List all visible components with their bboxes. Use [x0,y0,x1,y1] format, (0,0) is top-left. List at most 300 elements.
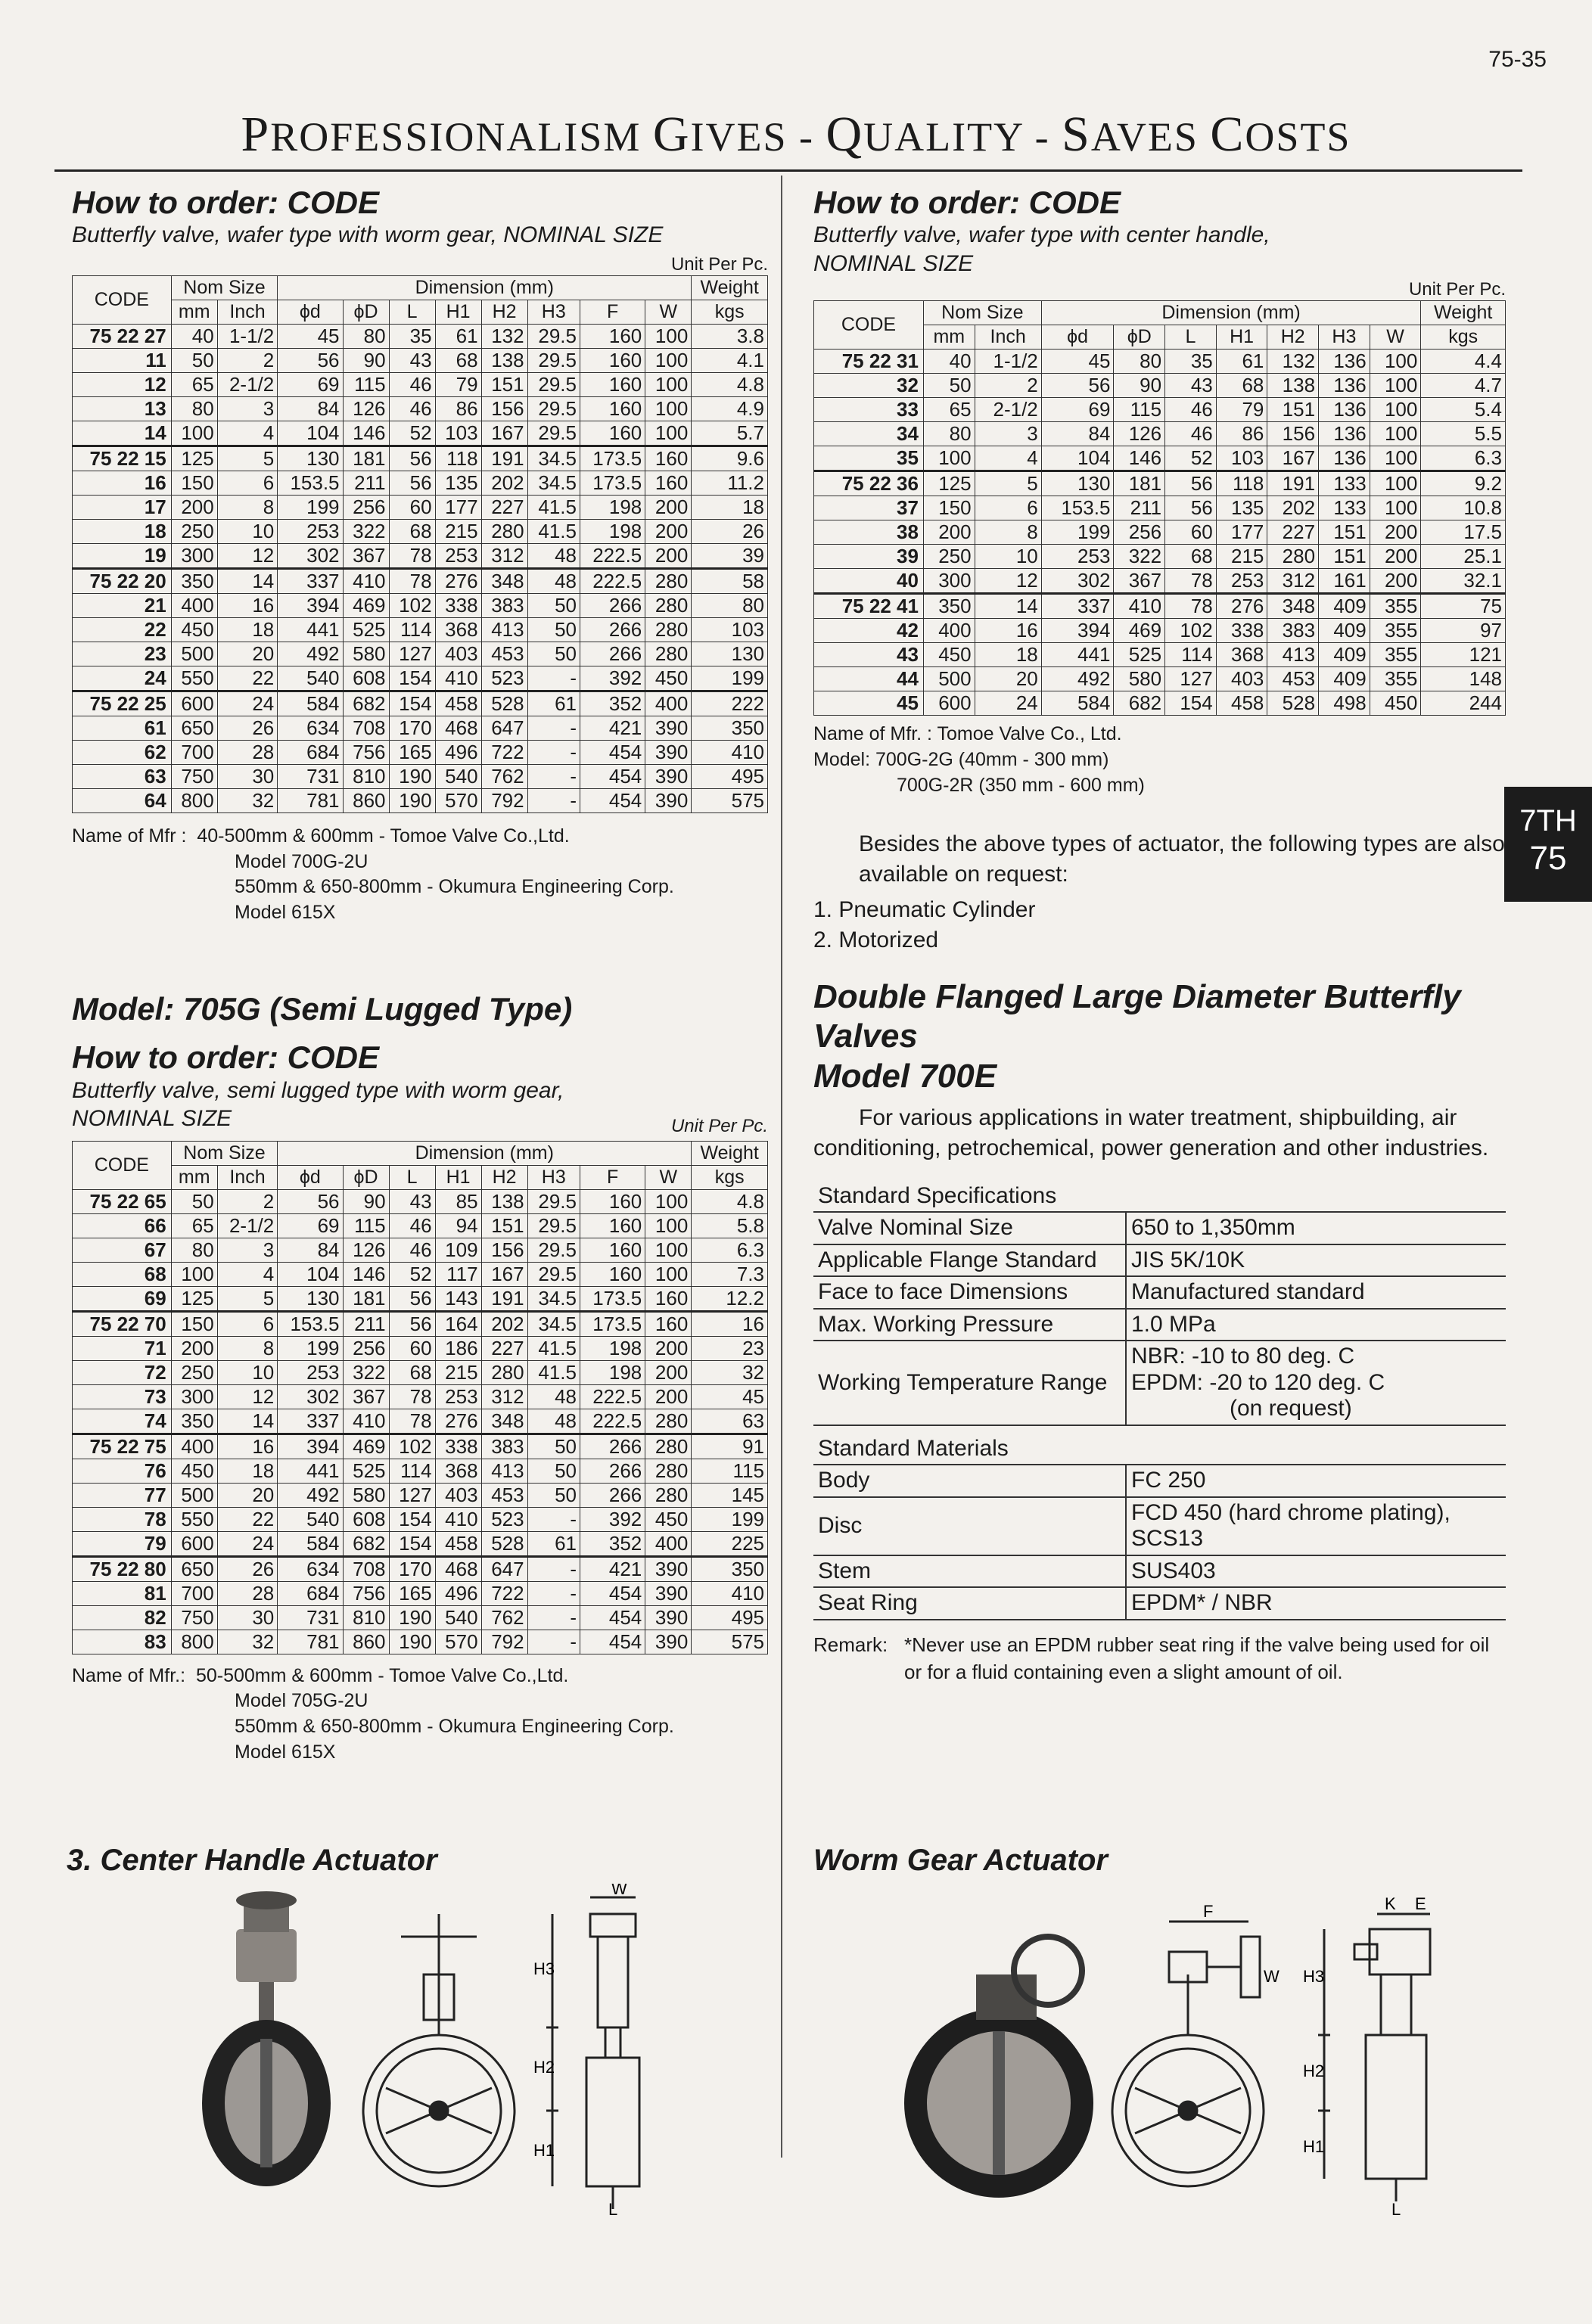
section-subtitle: Butterfly valve, semi lugged type with worm gear, [72,1077,564,1103]
table-row [814,471,1506,496]
table-row [73,1213,768,1238]
table-cell: 202 [1267,496,1319,520]
table-cell: 103 [692,617,768,642]
table-cell: 684 [278,740,343,764]
code-cell: 64 [73,788,172,812]
table-cell: 80 [692,593,768,617]
table-cell: 26 [217,1556,278,1581]
dim-label-w: W [611,1884,627,1898]
table-cell: 80 [171,1238,217,1262]
table-row [73,471,768,495]
table-cell: 199 [692,1507,768,1531]
list-item: 2. Motorized [813,927,939,953]
dim-label-h3: H3 [533,1959,555,1978]
table-cell: 337 [278,1409,343,1434]
table-row [73,1189,768,1213]
table-cell: 253 [278,519,343,543]
table-cell: 8 [975,520,1041,545]
table-cell: 525 [343,1459,389,1483]
table-cell: 2-1/2 [217,1213,278,1238]
table-row [814,496,1506,520]
table-cell: 80 [171,396,217,421]
table-cell: 34.5 [527,1311,580,1336]
table-cell: 4.4 [1421,350,1506,374]
table-cell: 173.5 [580,446,645,471]
table-cell: 202 [481,471,527,495]
table-cell: 198 [580,1360,645,1384]
code-cell: 75 22 36 [814,471,924,496]
table-cell: 280 [645,1483,692,1507]
section-tab: 7TH 75 [1504,787,1592,902]
table-cell: 256 [1114,520,1165,545]
table-cell: 700 [171,740,217,764]
table-cell: 100 [171,421,217,446]
spec-value: EPDM* / NBR [1126,1587,1506,1620]
table-cell: 133 [1319,496,1370,520]
table-cell: 68 [389,1360,435,1384]
table-cell: - [527,1581,580,1605]
table-cell: 453 [1267,667,1319,691]
dim-label-l: L [1391,2200,1401,2217]
table-row [73,348,768,372]
table-cell: 280 [645,642,692,666]
table-cell: 700 [171,1581,217,1605]
table-cell: 161 [1319,569,1370,594]
table-cell: 90 [1114,374,1165,398]
table-cell: 390 [645,740,692,764]
table-row [73,1556,768,1581]
table-cell: 181 [1114,471,1165,496]
table-cell: 403 [1216,667,1267,691]
table-row [813,1465,1506,1497]
table-cell: 540 [278,666,343,691]
table-cell: 32 [217,1630,278,1654]
table-cell: 190 [389,1605,435,1630]
list-item: 1. Pneumatic Cylinder [813,896,1036,922]
unit-label: Unit Per Pc. [1408,279,1506,300]
table-row [813,1212,1506,1244]
table-cell: 450 [1370,691,1421,716]
table-cell: 394 [278,1434,343,1459]
table-cell: 28 [217,740,278,764]
table-cell: 750 [171,1605,217,1630]
table-cell: 367 [1114,569,1165,594]
table-cell: 540 [435,764,481,788]
table-cell: 136 [1319,350,1370,374]
table-cell: 352 [580,691,645,716]
table-cell: 173.5 [580,1311,645,1336]
table-cell: 18 [692,495,768,519]
table-cell: 8 [217,1336,278,1360]
description: For various applications in water treatment, shipbuilding, air conditioning, petrochemical, power generation and other industries. [813,1105,1489,1161]
dim-label-h1: H1 [1303,2137,1325,2156]
table-row [73,1409,768,1434]
table-cell: 156 [1267,422,1319,446]
table-cell: 200 [645,1360,692,1384]
table-cell: 781 [278,788,343,812]
table-cell: 177 [435,495,481,519]
code-cell: 83 [73,1630,172,1654]
table-row [73,446,768,471]
table-cell: 79 [1216,398,1267,422]
table-cell: 160 [580,1189,645,1213]
table-cell: - [527,788,580,812]
table-row [814,691,1506,716]
table-cell: 50 [171,348,217,372]
table-cell: 5.4 [1421,398,1506,422]
code-cell: 24 [73,666,172,691]
section-title-2: Valves [813,1018,918,1055]
table-cell: 580 [343,1483,389,1507]
table-cell: 136 [1319,398,1370,422]
table-row [813,1555,1506,1588]
table-cell: 90 [343,348,389,372]
table-cell: 650 [171,716,217,740]
table-row [73,519,768,543]
left-section-semi-lugged [72,991,768,1766]
table-cell: 136 [1319,422,1370,446]
table-cell: 528 [481,1531,527,1556]
model-title: Model 700E [813,1058,997,1095]
code-cell: 14 [73,421,172,446]
table-cell: 61 [527,1531,580,1556]
table-cell: 78 [389,1384,435,1409]
page-banner: PROFESSIONALISM GIVES - QUALITY - SAVES COSTS [241,107,1351,162]
page-number: 75-35 [1488,47,1547,72]
table-row [73,1605,768,1630]
table-cell: 190 [389,788,435,812]
table-cell: 413 [481,1459,527,1483]
table-cell: 24 [975,691,1041,716]
table-cell: 469 [1114,619,1165,643]
table-cell: 2-1/2 [217,372,278,396]
table-cell: 570 [435,788,481,812]
table-cell: 46 [1165,422,1217,446]
table-cell: 100 [1370,398,1421,422]
table-cell: 50 [527,1483,580,1507]
table-cell: 410 [692,1581,768,1605]
table-cell: 355 [1370,667,1421,691]
table-cell: 167 [1267,446,1319,471]
table-cell: 492 [278,1483,343,1507]
table-cell: 94 [435,1213,481,1238]
table-cell: 280 [481,519,527,543]
table-cell: 50 [527,1459,580,1483]
table-cell: 50 [171,1189,217,1213]
table-row [73,1286,768,1311]
table-cell: 118 [1216,471,1267,496]
table-cell: 154 [1165,691,1217,716]
table-cell: 104 [278,421,343,446]
table-cell: 276 [435,568,481,593]
worm-gear-actuator-drawing [885,1884,1506,2217]
table-cell: 91 [692,1434,768,1459]
table-cell: 6 [975,496,1041,520]
table-cell: 394 [278,593,343,617]
table-row [813,1497,1506,1555]
actuator-list [813,895,1506,956]
table-cell: 4 [975,446,1041,471]
section-subtitle: Butterfly valve, wafer type with worm gear, NOMINAL SIZE [72,222,664,248]
table-cell: 20 [217,642,278,666]
table-cell: 69 [278,1213,343,1238]
code-cell: 33 [814,398,924,422]
table-cell: 312 [1267,569,1319,594]
table-cell: 29.5 [527,324,580,348]
table-cell: 32 [217,788,278,812]
table-cell: 227 [481,1336,527,1360]
table-cell: 5.7 [692,421,768,446]
table-cell: 200 [171,495,217,519]
table-row [73,1434,768,1459]
table-cell: 3.8 [692,324,768,348]
table-cell: 18 [217,1459,278,1483]
table-row [73,617,768,642]
table-cell: 350 [692,716,768,740]
table-cell: 41.5 [527,519,580,543]
table-cell: 3 [217,1238,278,1262]
table-cell: 181 [343,446,389,471]
table-cell: 647 [481,716,527,740]
table-cell: 4 [217,421,278,446]
table-cell: 115 [1114,398,1165,422]
table-cell: 253 [278,1360,343,1384]
table-cell: 458 [435,1531,481,1556]
table-cell: 50 [923,374,975,398]
spec-value: Manufactured standard [1126,1276,1506,1309]
table-row [814,545,1506,569]
code-cell: 75 22 20 [73,568,172,593]
table-cell: 60 [1165,520,1217,545]
table-cell: 469 [343,1434,389,1459]
table-cell: 48 [527,543,580,568]
table-cell: 12 [217,543,278,568]
table-cell: 5 [217,1286,278,1311]
table-cell: 650 [171,1556,217,1581]
code-cell: 73 [73,1384,172,1409]
table-cell: 10.8 [1421,496,1506,520]
table-cell: 634 [278,1556,343,1581]
table-cell: 348 [1267,594,1319,619]
table-row [73,1311,768,1336]
spec-key: Body [813,1465,1126,1497]
model-700e-section [813,977,1506,1686]
table-cell: 250 [171,519,217,543]
table-cell: 127 [389,1483,435,1507]
side-view [546,1897,639,2209]
table-cell: 160 [645,471,692,495]
table-cell: 43 [1165,374,1217,398]
spec-key: Face to face Dimensions [813,1276,1126,1309]
table-cell: 117 [435,1262,481,1286]
table-cell: 4.9 [692,396,768,421]
table-cell: 202 [481,1311,527,1336]
table-cell: 78 [389,568,435,593]
table-cell: 100 [645,1238,692,1262]
table-cell: 682 [1114,691,1165,716]
table-cell: 115 [343,1213,389,1238]
table-row [813,1587,1506,1620]
code-cell: 75 22 15 [73,446,172,471]
table-cell: 22 [217,1507,278,1531]
table-cell: 35 [1165,350,1217,374]
table-cell: 600 [171,691,217,716]
table-cell: 68 [1216,374,1267,398]
table-cell: 154 [389,691,435,716]
code-cell: 68 [73,1262,172,1286]
table-cell: 50 [527,642,580,666]
front-view [363,1914,515,2186]
table-cell: 575 [692,1630,768,1654]
table-cell: 608 [343,666,389,691]
code-cell: 75 22 41 [814,594,924,619]
table-cell: 253 [1216,569,1267,594]
table-cell: 225 [692,1531,768,1556]
table-cell: 56 [1165,471,1217,496]
table-cell: 468 [435,1556,481,1581]
table-cell: 16 [217,1434,278,1459]
table-cell: 190 [389,1630,435,1654]
table-cell: 200 [923,520,975,545]
table-cell: 441 [278,1459,343,1483]
code-cell: 40 [814,569,924,594]
table-cell: 52 [389,1262,435,1286]
table-row [73,495,768,519]
table-cell: 115 [343,372,389,396]
table-cell: 30 [217,764,278,788]
dim-label-l: L [608,2200,618,2217]
table-cell: 367 [343,543,389,568]
table-cell: 100 [645,372,692,396]
table-row [73,1459,768,1483]
table-cell: 454 [580,1605,645,1630]
dim-label-h3: H3 [1303,1967,1325,1986]
table-cell: 348 [481,1409,527,1434]
table-cell: 266 [580,1459,645,1483]
table-cell: 338 [435,593,481,617]
table-cell: 20 [217,1483,278,1507]
table-cell: 409 [1319,667,1370,691]
table-cell: 200 [1370,520,1421,545]
table-cell: 410 [343,568,389,593]
table-cell: 100 [1370,496,1421,520]
table-cell: 215 [435,1360,481,1384]
code-cell: 75 22 27 [73,324,172,348]
table-cell: 130 [278,446,343,471]
table-cell: 125 [171,1286,217,1311]
table-cell: 392 [580,666,645,691]
table-cell: 29.5 [527,1213,580,1238]
table-cell: 56 [389,446,435,471]
spec-value: FCD 450 (hard chrome plating), SCS13 [1126,1497,1506,1555]
table-cell: 151 [481,372,527,396]
table-cell: 322 [343,1360,389,1384]
table-cell: 150 [171,1311,217,1336]
table-cell: 495 [692,764,768,788]
table-cell: 160 [580,348,645,372]
table-cell: 600 [923,691,975,716]
code-cell: 34 [814,422,924,446]
table-cell: 22 [217,666,278,691]
table-cell: 90 [343,1189,389,1213]
table-cell: 198 [580,495,645,519]
table-cell: 39 [692,543,768,568]
table-cell: 6.3 [1421,446,1506,471]
table-cell: 860 [343,788,389,812]
table-cell: 126 [1114,422,1165,446]
manufacturer-note: Name of Mfr.: 50-500mm & 600mm - Tomoe Valve Co.,Ltd. Model 705G-2U 550mm & 650-800mm - Okumura Engineering Corp. Model 615X [72,1664,674,1763]
table-cell: 86 [1216,422,1267,446]
table-cell: 136 [1319,446,1370,471]
table-row [73,568,768,593]
table-cell: 280 [1267,545,1319,569]
code-cell: 12 [73,372,172,396]
table-cell: 403 [435,642,481,666]
table-cell: 647 [481,1556,527,1581]
code-cell: 23 [73,642,172,666]
code-cell: 17 [73,495,172,519]
table-cell: 383 [481,593,527,617]
left-section-wafer [72,185,768,926]
table-cell: 160 [580,1213,645,1238]
table-cell: 403 [435,1483,481,1507]
table-cell: 16 [975,619,1041,643]
table-cell: 1-1/2 [975,350,1041,374]
table-cell: 800 [171,788,217,812]
table-cell: 368 [1216,643,1267,667]
table-cell: 29.5 [527,348,580,372]
table-cell: 199 [278,495,343,519]
table-cell: 682 [343,691,389,716]
table-cell: 458 [435,691,481,716]
table-cell: 302 [278,543,343,568]
table-cell: 3 [217,396,278,421]
table-cell: 61 [1216,350,1267,374]
table-cell: 280 [645,1459,692,1483]
spec-value: 650 to 1,350mm [1126,1212,1506,1244]
table-cell: 410 [435,1507,481,1531]
table-cell: 125 [171,446,217,471]
table-cell: 409 [1319,619,1370,643]
table-cell: 454 [580,1630,645,1654]
table-cell: 337 [278,568,343,593]
table-cell: 454 [580,1581,645,1605]
table-row [73,666,768,691]
table-cell: 86 [435,396,481,421]
table-cell: 200 [171,1336,217,1360]
table-row [73,740,768,764]
table-cell: 14 [217,568,278,593]
table-row [814,594,1506,619]
table-cell: 69 [1041,398,1114,422]
table-row [73,788,768,812]
table-cell: 151 [1267,398,1319,422]
table-cell: 495 [692,1605,768,1630]
table-cell: 410 [435,666,481,691]
table-cell: 222.5 [580,543,645,568]
section-heading: How to order: CODE [72,1039,379,1076]
table-cell: 164 [435,1311,481,1336]
table-cell: 14 [975,594,1041,619]
table-cell: 29.5 [527,372,580,396]
table-cell: 322 [1114,545,1165,569]
table-cell: - [527,764,580,788]
table-cell: 46 [389,1213,435,1238]
table-cell: 97 [1421,619,1506,643]
table-cell: 126 [343,396,389,421]
table-cell: 496 [435,740,481,764]
table-cell: 24 [217,691,278,716]
